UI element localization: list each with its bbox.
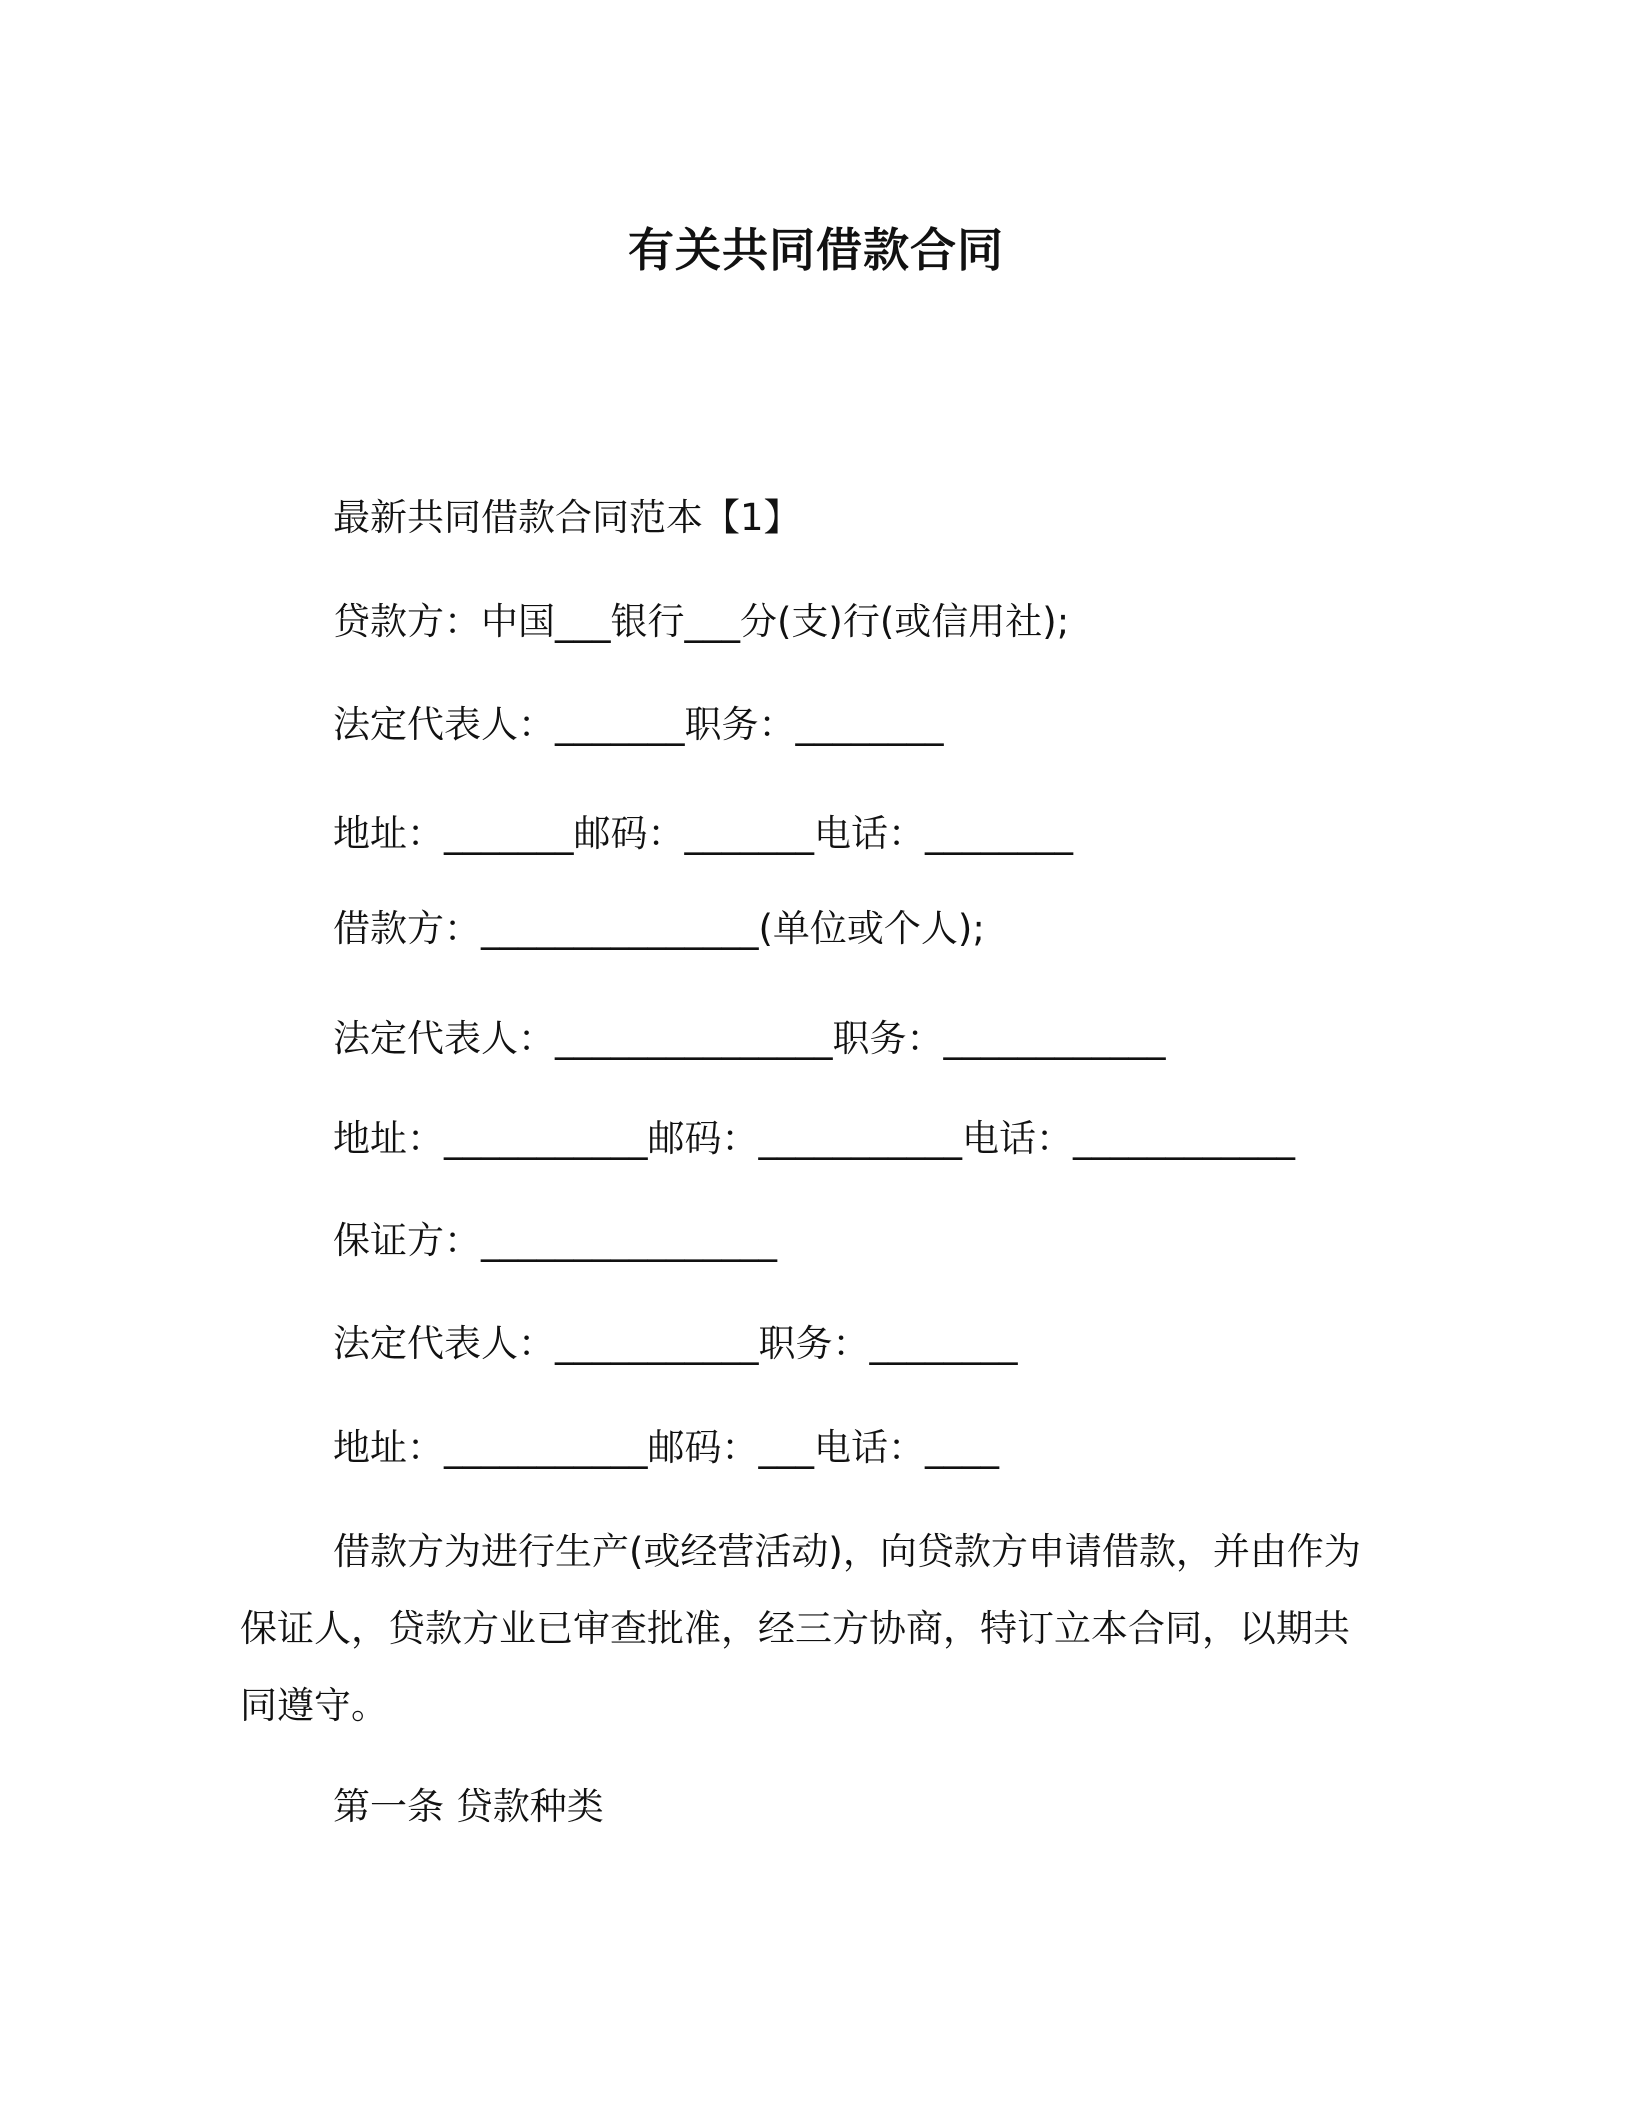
borrower-representative-line: 法定代表人：_______________职务：____________: [333, 1017, 1166, 1060]
lender-address-line: 地址：_______邮码：_______电话：________: [333, 812, 1073, 855]
contract-subtitle: 最新共同借款合同范本【1】: [333, 496, 801, 539]
preamble-paragraph: 借款方为进行生产(或经营活动)，向贷款方申请借款，并由作为保证人，贷款方业已审查批准，经三方协商，特订立本合同，以期共同遵守。: [240, 1530, 1361, 1727]
guarantor-representative-line: 法定代表人：___________职务：________: [333, 1322, 1018, 1365]
borrower-line: 借款方：_______________(单位或个人);: [333, 907, 985, 950]
borrower-address-line: 地址：___________邮码：___________电话：____________: [333, 1117, 1295, 1160]
lender-representative-line: 法定代表人：_______职务：________: [333, 703, 944, 746]
guarantor-address-line: 地址：___________邮码：___电话：____: [333, 1426, 999, 1469]
lender-line: 贷款方：中国___银行___分(支)行(或信用社);: [333, 600, 1070, 643]
document-title: 有关共同借款合同: [628, 223, 1004, 277]
guarantor-line: 保证方：________________: [333, 1219, 777, 1262]
section-heading: 第一条 贷款种类: [333, 1785, 604, 1828]
